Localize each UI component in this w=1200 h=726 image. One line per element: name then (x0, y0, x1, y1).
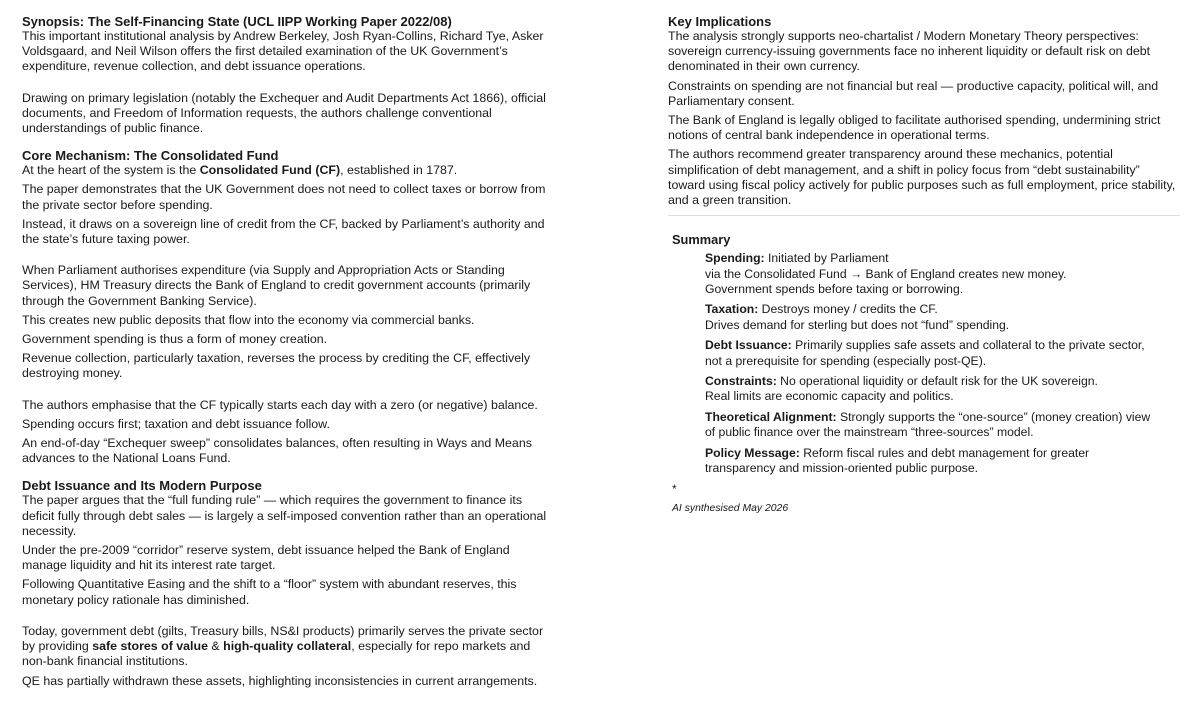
intro-paragraph-2: Drawing on primary legislation (notably the Exchequer and Audit Departments Act 1866), official documents, and Freedom of Information requests, the authors challenge conventional understandings of public finance. (22, 90, 546, 136)
debt-paragraph-2: Under the pre-2009 “corridor” reserve system, debt issuance helped the Bank of England manage liquidity and hit its interest rate target. (22, 543, 510, 573)
implications-heading: Key Implications (668, 14, 772, 29)
debt-paragraph-1: The paper argues that the “full funding rule” — which requires the government to finance its deficit fully through debt sales — is largely a self-imposed convention rather than an operational necessity. (22, 493, 547, 538)
summary-section (672, 232, 1180, 514)
consolidated-fund-term: Consolidated Fund (CF) (199, 163, 341, 178)
summary-title: Summary (672, 232, 731, 248)
right-column (668, 14, 1180, 525)
safe-stores-term: safe stores of value (92, 639, 208, 654)
summary-item (705, 338, 1180, 369)
summary-item-label: Theoretical Alignment: (705, 409, 837, 424)
summary-item-label: Spending: (705, 251, 765, 266)
summary-item (705, 302, 1180, 333)
section-divider (668, 215, 1180, 216)
core-paragraph-1: At the heart of the system is the Consolidated Fund (CF), established in 1787. (22, 163, 458, 178)
summary-item-first-line (705, 302, 1180, 317)
summary-item-line: transparency and mission-oriented public purpose. (705, 461, 979, 476)
implications-paragraph-1: The analysis strongly supports neo-chartalist / Modern Monetary Theory perspectives: sovereign currency-issuing governments face no inherent liquidity or default risk on debt denominated in their own currency. (668, 29, 1151, 74)
summary-item-text: No operational liquidity or default risk for the UK sovereign. (776, 374, 1098, 389)
intro-paragraph-1: This important institutional analysis by Andrew Berkeley, Josh Ryan-Collins, Richard Tye, Asker Voldsgaard, and Neil Wilson offers the first detailed examination of the UK Government’s expenditure, revenue collection, and debt issuance operations. (22, 29, 544, 74)
summary-item (705, 446, 1180, 477)
implications-paragraph-4: The authors recommend greater transparency around these mechanics, potential simplification of debt management, and a shift in policy focus from “debt sustainability” toward using fiscal policy actively for public purposes such as full employment, price stability, and a green transition. (668, 147, 1176, 208)
implications-paragraph-2: Constraints on spending are not financial but real — productive capacity, political will, and Parliamentary consent. (668, 78, 1159, 108)
summary-item-label: Taxation: (705, 302, 759, 317)
core-paragraph-6: Government spending is thus a form of money creation. (22, 332, 328, 347)
summary-item-line: Drives demand for sterling but does not “fund” spending. (705, 317, 1010, 332)
core-paragraph-4: When Parliament authorises expenditure (via Supply and Appropriation Acts or Standing Services), HM Treasury directs the Bank of England to credit government accounts (primarily through the Government Banking Service). (22, 263, 531, 308)
summary-item-text: Primarily supplies safe assets and collateral to the private sector, (791, 338, 1145, 353)
summary-list (672, 251, 1180, 476)
summary-item-text: Destroys money / credits the CF. (758, 302, 938, 317)
summary-item-line: of public finance over the mainstream “three-sources” model. (705, 425, 1034, 440)
core-paragraph-3: Instead, it draws on a sovereign line of credit from the CF, backed by Parliament’s authority and the state’s future taxing power. (22, 216, 545, 247)
debt-paragraph-3: Following Quantitative Easing and the shift to a “floor” system with abundant reserves, this monetary policy rationale has diminished. (22, 577, 517, 607)
summary-item-text: Initiated by Parliament (764, 251, 889, 266)
summary-item-first-line (705, 374, 1180, 389)
core-paragraph-5: This creates new public deposits that flow into the economy via commercial banks. (22, 312, 475, 327)
summary-item-text: Reform fiscal rules and debt management for greater (799, 445, 1090, 460)
debt-paragraph-5: QE has partially withdrawn these assets, highlighting inconsistencies in current arrangements. (22, 673, 538, 688)
summary-item-line: Real limits are economic capacity and politics. (705, 389, 954, 404)
ai-footer-note: AI synthesised May 2026 (672, 502, 789, 514)
core-paragraph-2: The paper demonstrates that the UK Government does not need to collect taxes or borrow from the private sector before spending. (22, 182, 546, 212)
summary-item-label: Constraints: (705, 374, 777, 389)
summary-item-first-line (705, 251, 1180, 266)
collateral-term: high-quality collateral (223, 639, 352, 654)
core-mechanism-heading: Core Mechanism: The Consolidated Fund (22, 148, 279, 164)
summary-item-line: Government spends before taxing or borrowing. (705, 282, 964, 297)
core-paragraph-7: Revenue collection, particularly taxation, reverses the process by crediting the CF, effectively destroying money. (22, 351, 531, 381)
core-paragraph-10: An end-of-day “Exchequer sweep” consolidates balances, often resulting in Ways and Means advances to the National Loans Fund. (22, 436, 532, 466)
summary-item-line: via the Consolidated Fund → Bank of England creates new money. (705, 266, 1067, 281)
summary-item-label: Debt Issuance: (705, 338, 792, 353)
summary-item-label: Policy Message: (705, 445, 800, 460)
summary-item-line: not a prerequisite for spending (especially post-QE). (705, 353, 987, 368)
debt-issuance-heading: Debt Issuance and Its Modern Purpose (22, 478, 262, 494)
debt-paragraph-4: Today, government debt (gilts, Treasury bills, NS&I products) primarily serves the private sector by providing safe stores of value & high-quality collateral, especially for repo markets and non-bank financial institutions. (22, 623, 544, 669)
summary-item-first-line (705, 410, 1180, 425)
core-paragraph-8: The authors emphasise that the CF typically starts each day with a zero (or negative) balance. (22, 397, 538, 412)
summary-item-first-line (705, 446, 1180, 461)
summary-item (705, 410, 1180, 441)
asterisk-marker: * (672, 481, 677, 496)
summary-item-first-line (705, 338, 1180, 353)
document-title: Synopsis: The Self-Financing State (UCL IIPP Working Paper 2022/08) (22, 14, 452, 29)
core-paragraph-9: Spending occurs first; taxation and debt issuance follow. (22, 416, 330, 431)
summary-item-text: Strongly supports the “one-source” (money creation) view (836, 409, 1151, 424)
implications-paragraph-3: The Bank of England is legally obliged to facilitate authorised spending, undermining strict notions of central bank independence in operational terms. (668, 113, 1161, 143)
summary-item (705, 251, 1180, 297)
summary-item (705, 374, 1180, 405)
left-column (22, 14, 552, 693)
